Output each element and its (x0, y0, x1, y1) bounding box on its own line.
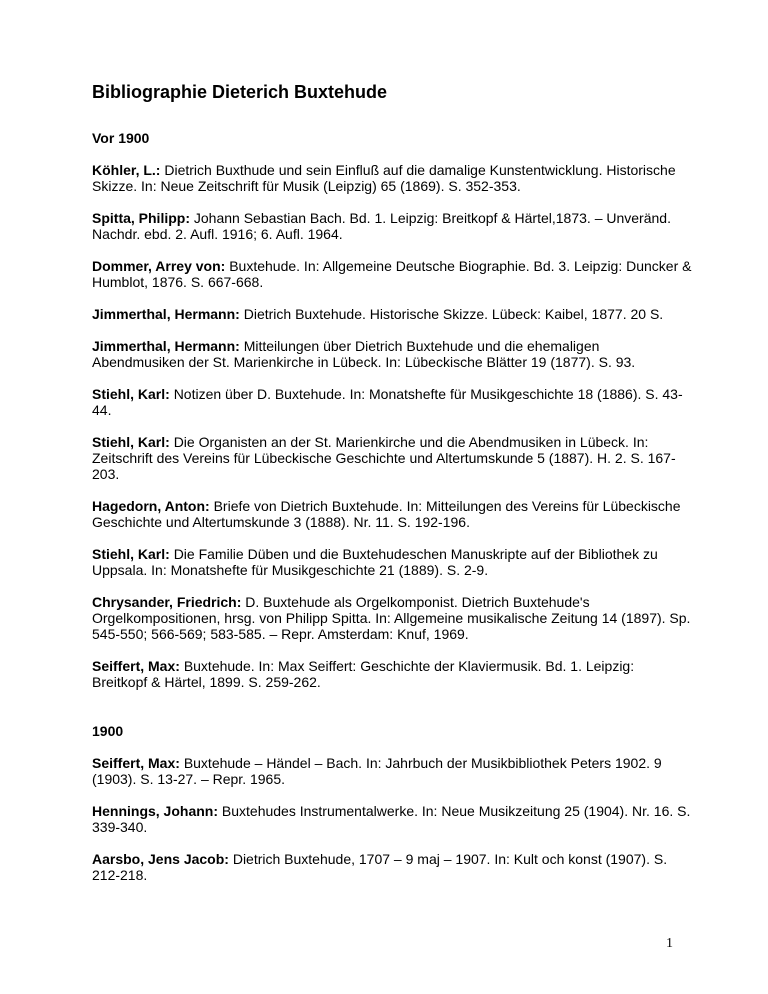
entry-author: Jimmerthal, Hermann: (92, 306, 240, 322)
bibliography-entry (92, 755, 692, 787)
section-heading-1900: 1900 (92, 723, 124, 739)
entry-text: Die Organisten an der St. Marienkirche und die Abendmusiken in Lübeck. In: Zeitschrift des Vereins für Lübeckische Geschichte und Altertumskunde 5 (1887). H. 2. S. 167-203. (92, 434, 676, 482)
bibliography-entry (92, 658, 692, 690)
bibliography-entry (92, 851, 692, 883)
entry-author: Spitta, Philipp: (92, 210, 190, 226)
bibliography-entry (92, 386, 692, 418)
entry-text: Buxtehude – Händel – Bach. In: Jahrbuch der Musikbibliothek Peters 1902. 9 (1903). S. 13-27. – Repr. 1965. (92, 755, 662, 787)
entry-text: Dietrich Buxthude und sein Einfluß auf die damalige Kunstentwicklung. Historische Skizze. In: Neue Zeitschrift für Musik (Leipzig) 65 (1869). S. 352-353. (92, 162, 676, 194)
entry-author: Hennings, Johann: (92, 803, 218, 819)
entry-author: Chrysander, Friedrich: (92, 594, 242, 610)
entry-text: Johann Sebastian Bach. Bd. 1. Leipzig: Breitkopf & Härtel,1873. – Unveränd. Nachdr. ebd. 2. Aufl. 1916; 6. Aufl. 1964. (92, 210, 671, 242)
bibliography-entry (92, 338, 692, 370)
entry-text: Notizen über D. Buxtehude. In: Monatshefte für Musikgeschichte 18 (1886). S. 43-44. (92, 386, 683, 418)
bibliography-entry (92, 306, 692, 322)
entry-text: Die Familie Düben und die Buxtehudeschen Manuskripte auf der Bibliothek zu Uppsala. In: Monatshefte für Musikgeschichte 21 (1889). S. 2-9. (92, 546, 658, 578)
bibliography-entry (92, 546, 692, 578)
page-title: Bibliographie Dieterich Buxtehude (92, 82, 388, 102)
entry-author: Hagedorn, Anton: (92, 498, 210, 514)
entry-text: Buxtehudes Instrumentalwerke. In: Neue Musikzeitung 25 (1904). Nr. 16. S. 339-340. (92, 803, 691, 835)
entry-text: D. Buxtehude als Orgelkomponist. Dietrich Buxtehude's Orgelkompositionen, hrsg. von Philipp Spitta. In: Allgemeine musikalische Zeitung 14 (1897). Sp. 545-550; 566-569; 583-585. – Repr. Amsterdam: Knuf, 1969. (92, 594, 691, 642)
entry-author: Stiehl, Karl: (92, 386, 170, 402)
entry-author: Dommer, Arrey von: (92, 258, 226, 274)
entry-text: Dietrich Buxtehude. Historische Skizze. Lübeck: Kaibel, 1877. 20 S. (243, 306, 664, 322)
entry-author: Jimmerthal, Hermann: (92, 338, 240, 354)
entry-author: Stiehl, Karl: (92, 546, 170, 562)
bibliography-entry (92, 258, 692, 290)
entry-text: Mitteilungen über Dietrich Buxtehude und die ehemaligen Abendmusiken der St. Marienkirche in Lübeck. In: Lübeckische Blätter 19 (1877). S. 93. (92, 338, 636, 370)
entry-author: Stiehl, Karl: (92, 434, 170, 450)
entry-text: Briefe von Dietrich Buxtehude. In: Mitteilungen des Vereins für Lübeckische Geschichte und Altertumskunde 3 (1888). Nr. 11. S. 192-196. (92, 498, 681, 530)
page-number: 1 (666, 936, 673, 951)
entry-text: Dietrich Buxtehude, 1707 – 9 maj – 1907. In: Kult och konst (1907). S. 212-218. (92, 851, 668, 883)
entry-author: Köhler, L.: (92, 162, 161, 178)
entry-author: Aarsbo, Jens Jacob: (92, 851, 229, 867)
bibliography-entry (92, 498, 692, 530)
bibliography-entry (92, 162, 692, 194)
entry-text: Buxtehude. In: Allgemeine Deutsche Biographie. Bd. 3. Leipzig: Duncker & Humblot, 1876. S. 667-668. (92, 258, 692, 290)
bibliography-entry (92, 803, 692, 835)
section-heading-vor-1900: Vor 1900 (92, 130, 150, 146)
bibliography-entry (92, 594, 692, 642)
entry-text: Buxtehude. In: Max Seiffert: Geschichte der Klaviermusik. Bd. 1. Leipzig: Breitkopf & Härtel, 1899. S. 259-262. (92, 658, 635, 690)
bibliography-entry (92, 210, 692, 242)
entry-author: Seiffert, Max: (92, 658, 180, 674)
entry-author: Seiffert, Max: (92, 755, 180, 771)
bibliography-entry (92, 434, 692, 482)
